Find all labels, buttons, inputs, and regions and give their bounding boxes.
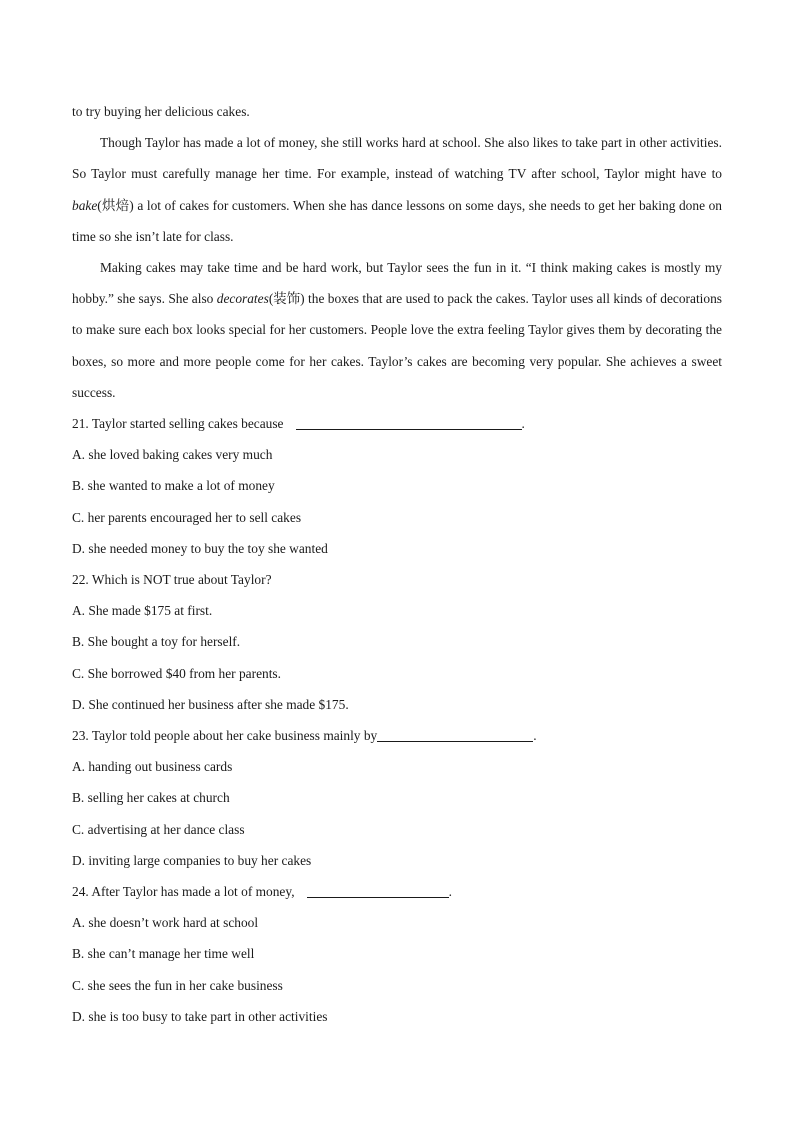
question-22-option-b: B. She bought a toy for herself. (72, 634, 241, 650)
passage-paragraph-0: to try buying her delicious cakes. (72, 104, 250, 119)
answer-blank-24[interactable] (307, 884, 449, 898)
question-21-option-d: D. she needed money to buy the toy she wanted (72, 540, 328, 556)
question-23-option-d: D. inviting large companies to buy her cakes (72, 852, 312, 868)
exam-content (72, 96, 722, 1032)
vocab-gloss-decorates: (装饰) (268, 291, 305, 307)
passage-paragraph-2 (72, 252, 722, 408)
question-23-option-b: B. selling her cakes at church (72, 790, 230, 806)
question-21-option-b: B. she wanted to make a lot of money (72, 478, 275, 494)
paragraph-2-text-b: the boxes that are used to pack the cakes. Taylor uses all kinds of decorations to make sure each box looks special for her customers. People love the extra feeling Taylor gives them by decorating the boxes, so more and more people come for her cakes. Taylor’s cakes are becoming very popular. She achieves a sweet success. (72, 291, 722, 400)
answer-blank-21[interactable] (296, 416, 522, 430)
question-21-option-c: C. her parents encouraged her to sell cakes (72, 509, 302, 525)
question-24-stem: 24. After Taylor has made a lot of money, . (72, 884, 452, 900)
paragraph-1-text-a: Though Taylor has made a lot of money, she still works hard at school. She also likes to take part in other activities. So Taylor must carefully manage her time. For example, instead of watching TV after school, Taylor might have to (72, 135, 722, 182)
question-22-stem: 22. Which is NOT true about Taylor? (72, 572, 272, 588)
question-22-option-c: C. She borrowed $40 from her parents. (72, 665, 281, 681)
question-23-option-c: C. advertising at her dance class (72, 821, 245, 837)
question-21-option-a: A. she loved baking cakes very much (72, 447, 273, 463)
question-22-option-a: A. She made $175 at first. (72, 603, 213, 619)
question-24-option-a: A. she doesn’t work hard at school (72, 915, 259, 931)
paragraph-1-text-b: a lot of cakes for customers. When she has dance lessons on some days, she needs to get her baking done on time so she isn’t late for class. (72, 197, 723, 244)
question-22-option-d: D. She continued her business after she made $175. (72, 696, 349, 712)
passage-paragraph-1 (72, 127, 722, 252)
question-24-option-b: B. she can’t manage her time well (72, 946, 255, 962)
vocab-gloss-bake: (烘焙) (97, 197, 134, 213)
question-23-option-a: A. handing out business cards (72, 759, 233, 775)
question-24-option-d: D. she is too busy to take part in other activities (72, 1008, 328, 1024)
vocab-word-decorates: decorates (216, 291, 269, 307)
question-24-option-c: C. she sees the fun in her cake business (72, 977, 283, 993)
question-23-stem: 23. Taylor told people about her cake business mainly by . (72, 728, 537, 744)
vocab-word-bake: bake (72, 197, 98, 213)
answer-blank-23[interactable] (377, 728, 533, 742)
paragraph-2-text-a: Making cakes may take time and be hard work, but Taylor sees the fun in it. “I think making cakes is mostly my hobby.” she says. She also (72, 260, 722, 307)
question-21-stem: 21. Taylor started selling cakes because . (72, 416, 525, 432)
